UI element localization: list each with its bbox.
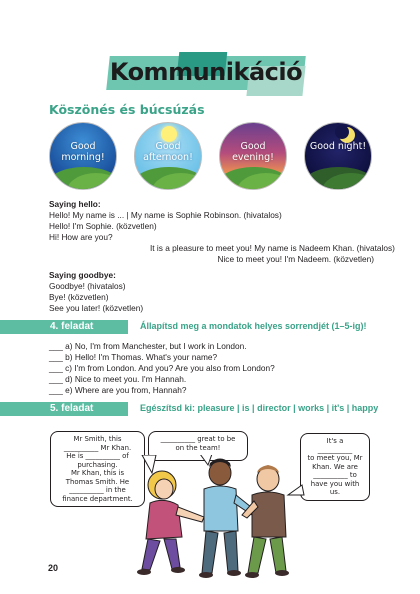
- page-title-banner: [108, 52, 304, 96]
- page-number: 20: [48, 563, 59, 573]
- hello-line: Hi! How are you?: [49, 232, 113, 242]
- task-4-item: ___ b) Hello! I'm Thomas. What's your name?: [49, 352, 218, 362]
- greeting-label: Good morning!: [61, 141, 105, 163]
- good-evening-illustration: [219, 122, 287, 190]
- goodbye-line: Bye! (közvetlen): [49, 292, 109, 302]
- right-man-figure: [242, 465, 289, 578]
- hello-line: Hello! My name is ... | My name is Sophie Robinson. (hivatalos): [49, 210, 282, 220]
- goodbye-line: Goodbye! (hivatalos): [49, 281, 126, 291]
- greeting-label: Good evening!: [232, 141, 274, 163]
- speech-bubble-right: It's a __________ to meet you, Mr Khan. We are __________ to have you with us.: [300, 433, 370, 501]
- good-morning-illustration: [49, 122, 117, 190]
- task-4-label: 4. feladat: [50, 321, 94, 332]
- sun-icon: [161, 126, 177, 142]
- hello-response: It is a pleasure to meet you! My name is Nadeem Khan. (hivatalos): [150, 243, 395, 253]
- page-title: Kommunikáció: [109, 58, 303, 86]
- saying-goodbye-heading: Saying goodbye:: [49, 270, 116, 280]
- speech-bubble-left: Mr Smith, this __________ Mr Khan. He is __________ of purchasing. Mr Khan, this is Thomas Smith. He __________ in the finance department.: [50, 431, 145, 507]
- task-5-header: [0, 402, 128, 416]
- bubble-tail: [288, 485, 304, 495]
- woman-figure: [137, 471, 204, 575]
- task-5-label: 5. feladat: [50, 403, 94, 414]
- greeting-label: Good afternoon!: [143, 141, 193, 163]
- people-meeting-illustration: [120, 455, 310, 585]
- task-4-item: ___ a) No, I'm from Manchester, but I work in London.: [49, 341, 247, 351]
- hello-line: Hello! I'm Sophie. (közvetlen): [49, 221, 157, 231]
- bubble-tail: [142, 455, 156, 473]
- task-4-item: ___ e) Where are you from, Hannah?: [49, 385, 187, 395]
- task-4-item: ___ c) I'm from London. And you? Are you also from London?: [49, 363, 275, 373]
- section-title: Köszönés és búcsúzás: [49, 102, 205, 117]
- speech-bubble-middle: __________ great to be on the team!: [148, 431, 248, 461]
- good-night-illustration: [304, 122, 372, 190]
- greeting-label: Good night!: [309, 141, 367, 152]
- task-5-instruction: Egészítsd ki: pleasure | is | director | works | it's | happy: [140, 403, 379, 413]
- task-4-instruction: Állapítsd meg a mondatok helyes sorrendjét (1–5-ig)!: [140, 321, 367, 331]
- goodbye-line: See you later! (közvetlen): [49, 303, 144, 313]
- saying-hello-heading: Saying hello:: [49, 199, 101, 209]
- task-4-item: ___ d) Nice to meet you. I'm Hannah.: [49, 374, 187, 384]
- good-afternoon-illustration: [134, 122, 202, 190]
- task-4-header: [0, 320, 128, 334]
- hello-response: Nice to meet you! I'm Nadeem. (közvetlen): [217, 254, 374, 264]
